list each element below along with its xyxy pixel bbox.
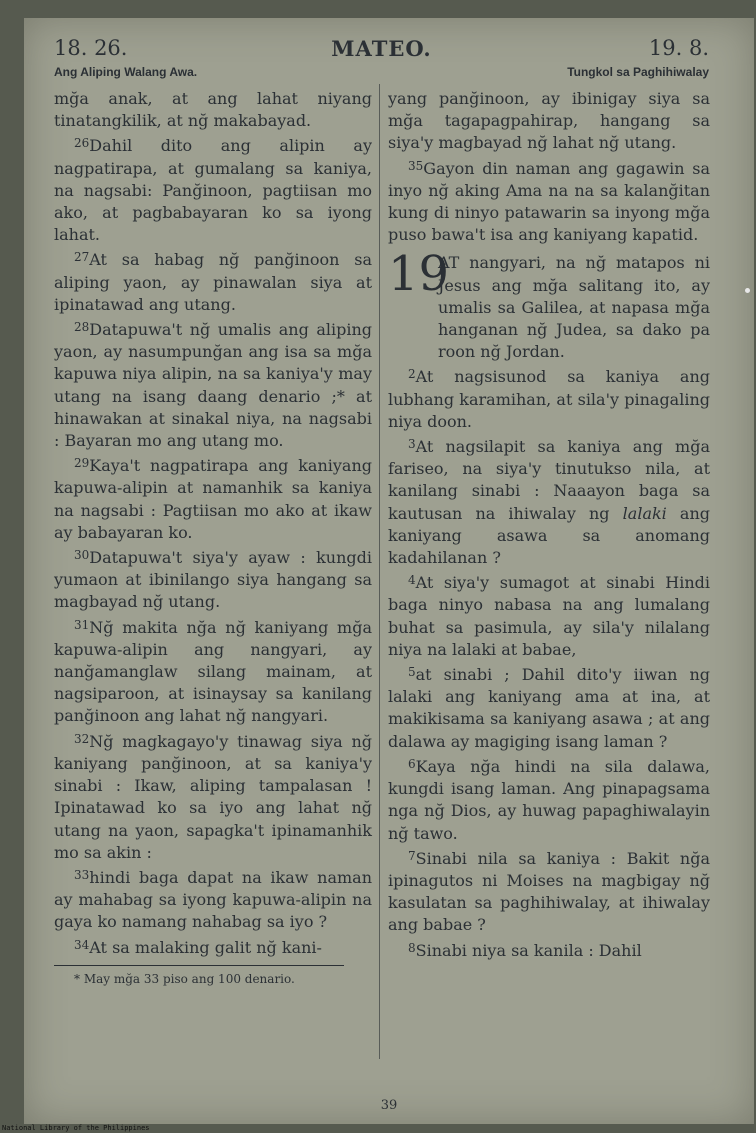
- verse-28: [54, 316, 372, 452]
- verse-number: 2: [408, 367, 416, 382]
- header-book-title: MATEO.: [331, 36, 432, 61]
- verse-number: 6: [408, 756, 416, 771]
- verse-number: 7: [408, 848, 416, 863]
- verse-text: Datapuwa't nğ umalis ang aliping yaon, ay nasumpunğan ang isa sa mğa kapuwa niya alipin, na sa kaniya'y may utang na isang daang denario ;* at hinawakan at sinakal niya, na nagsabi : Bayaran mo ang utang mo.: [54, 320, 372, 451]
- verse-number: 34: [74, 937, 90, 952]
- verse-text: Kaya nğa hindi na sila dalawa, kungdi isang laman. Ang pinapagsama nga nğ Dios, ay huwag papaghiwalayin nğ tawo.: [388, 756, 710, 843]
- header-left-ref: 18. 26.: [54, 36, 128, 60]
- verse-text: Sinabi nila sa kaniya : Bakit nğa ipinagutos ni Moises na magbigay nğ kasulatan sa paghihiwalay, at ihiwalay ang babae ?: [388, 848, 710, 935]
- verse-5: [388, 661, 710, 753]
- verse-text: Dahil dito ang alipin ay nagpatirapa, at gumalang sa kaniya, na nagsabi: Panğinoon, pagtiisan mo ako, at pagbabayaran ko sa iyong lahat.: [54, 136, 372, 245]
- verse-27: [54, 246, 372, 316]
- library-watermark: National Library of the Philippines: [2, 1124, 150, 1132]
- verse-text: At nagsilapit sa kaniya ang mğa fariseo, na siya'y tinutukso nila, at kanilang sinabi : Naaayon baga sa kautusan na ihiwalay ng: [388, 437, 710, 523]
- verse-number: 33: [74, 867, 90, 882]
- running-header: [54, 36, 709, 66]
- verse-number: 3: [408, 437, 416, 452]
- verse-text: hindi baga dapat na ikaw naman ay mahabag sa iyong kapuwa-alipin na gaya ko namang nahabag sa iyo ?: [54, 867, 372, 932]
- verse-number: 5: [408, 665, 416, 680]
- verse-number: 35: [408, 158, 424, 173]
- verse-text: ang kaniyang asawa sa anomang kadahilanan ?: [388, 503, 710, 568]
- paper-speck: [745, 288, 750, 293]
- verse-2: [388, 363, 710, 433]
- footnote-rule: [54, 965, 344, 966]
- italic-word: lalaki: [622, 503, 667, 523]
- verse-text: Nğ makita nğa nğ kaniyang mğa kapuwa-alipin ang nangyari, ay nanğamanglaw silang mainam, at nagsiparoon, at isinaysay sa kanilang panğinoon ang lahat nğ nangyari.: [54, 617, 372, 726]
- verse-26: [54, 132, 372, 246]
- verse-34: [54, 934, 372, 959]
- verse-6: [388, 753, 710, 845]
- verse-30: [54, 544, 372, 614]
- chapter-start: [388, 246, 710, 363]
- page-number: 39: [380, 1098, 398, 1113]
- verse-number: 28: [74, 320, 90, 335]
- book-page: [24, 18, 754, 1124]
- column-divider: [379, 84, 380, 1059]
- header-right-ref: 19. 8.: [648, 36, 709, 60]
- verse-35: [388, 155, 710, 247]
- verse-text: At nagsisunod sa kaniya ang lubhang karamihan, at sila'y pinagaling niya doon.: [388, 367, 710, 431]
- verse-number: 29: [74, 456, 90, 471]
- verse-3: [388, 433, 710, 569]
- verse-text: Gayon din naman ang gagawin sa inyo nğ aking Ama na na sa kalanğitan kung di ninyo patawarin sa inyong mğa puso bawa't isa ang kaniyang kapatid.: [388, 158, 710, 245]
- verse-number: 26: [74, 136, 90, 151]
- verse-number: 31: [74, 617, 90, 632]
- verse-text: Kaya't nagpatirapa ang kaniyang kapuwa-alipin at namanhik sa kaniya na nagsabi : Pagtiisan mo ako at ikaw ay babayaran ko.: [54, 456, 372, 542]
- verse-text: at sinabi ; Dahil dito'y iiwan ng lalaki ang kaniyang ama at ina, at makikisama sa kaniyang asawa ; at ang dalawa ay magiging isang laman ?: [388, 665, 710, 751]
- footnote: * May mğa 33 piso ang 100 denario.: [74, 971, 295, 986]
- verse-text: At sa malaking galit nğ kani-: [89, 937, 322, 957]
- verse-text: Datapuwa't siya'y ayaw : kungdi yumaon at ibinilango siya hangang sa magbayad nğ utang.: [54, 548, 372, 612]
- subheader-right: Tungkol sa Paghihiwalay: [567, 65, 709, 79]
- left-column: [54, 88, 372, 990]
- verse-number: 4: [408, 573, 416, 588]
- section-subheader: [54, 65, 709, 83]
- verse-number: 8: [408, 940, 416, 955]
- verse-31: [54, 614, 372, 728]
- verse-7: [388, 845, 710, 937]
- verse-text: At siya'y sumagot at sinabi Hindi baga ninyo nabasa na ang lumalang buhat sa pasimula, ay sila'y nilalang niya na lalaki at babae,: [388, 573, 710, 659]
- verse-text: At sa habag nğ panğinoon sa aliping yaon, ay pinawalan siya at ipinatawad ang utang.: [54, 250, 372, 314]
- verse-4: [388, 569, 710, 661]
- verse-8: [388, 937, 710, 962]
- verse-1: AT nangyari, na nğ matapos ni Jesus ang mğa salitang ito, ay umalis sa Galilea, at napasa mğa hanganan nğ Judea, sa dako pa roon nğ Jordan.: [438, 253, 710, 362]
- verse-number: 30: [74, 548, 90, 563]
- verse-number: 32: [74, 731, 90, 746]
- verse-29: [54, 452, 372, 544]
- verse-text: Sinabi niya sa kanila : Dahil: [415, 940, 642, 960]
- chapter-number: 19: [388, 246, 450, 303]
- verse-continuation: mğa anak, at ang lahat niyang tinatangkilik, at nğ makabayad.: [54, 89, 372, 131]
- subheader-left: Ang Aliping Walang Awa.: [54, 65, 198, 79]
- verse-33: [54, 864, 372, 934]
- verse-32: [54, 728, 372, 864]
- verse-text: Nğ magkagayo'y tinawag siya nğ kaniyang panğinoon, at sa kaniya'y sinabi : Ikaw, aliping tampalasan ! Ipinatawad ko sa iyo ang lahat nğ utang na yaon, sapagka't ipinamanhik mo sa akin :: [54, 731, 372, 862]
- verse-continuation: yang panğinoon, ay ibinigay siya sa mğa tagapagpahirap, hangang sa siya'y magbayad nğ lahat nğ utang.: [388, 89, 710, 153]
- verse-number: 27: [74, 250, 90, 265]
- right-column: [388, 88, 710, 962]
